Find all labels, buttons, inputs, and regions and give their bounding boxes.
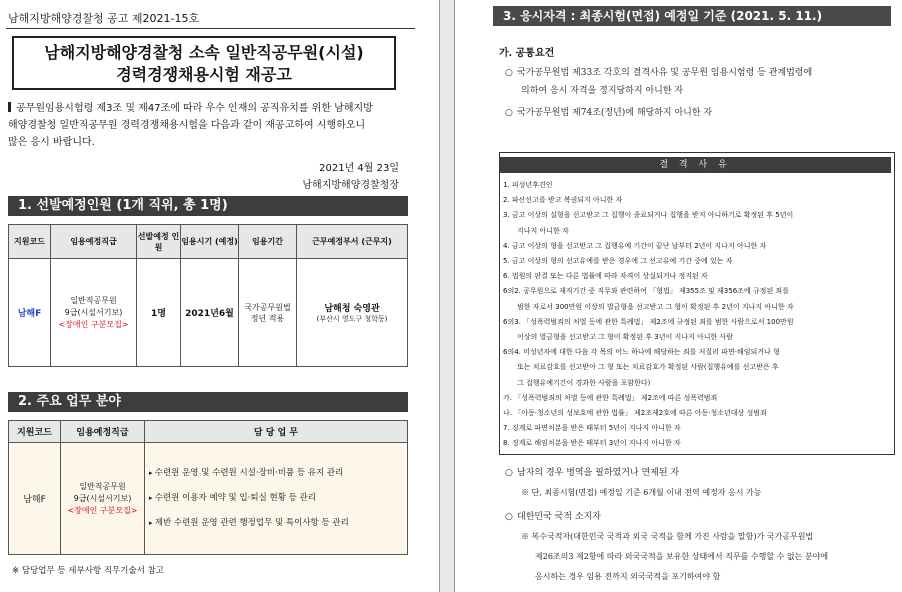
list-item: 5. 금고 이상의 형의 선고유예를 받은 경우에 그 선고유예 기간 중에 있는 자 bbox=[503, 257, 733, 266]
grade-cell bbox=[51, 259, 137, 367]
circle-bullet: ○ bbox=[505, 468, 513, 478]
col-header: 임용예정직급 bbox=[61, 421, 145, 443]
section1-title: 1. 선발예정인원 (1개 직위, 총 1명) bbox=[8, 196, 408, 216]
grade-line-2: 9급(시설서기보) bbox=[73, 493, 132, 503]
title-box bbox=[12, 36, 396, 90]
disqualification-list bbox=[503, 178, 887, 452]
timing: 2021년6월 bbox=[181, 259, 239, 367]
req4-note-line-1: ※ 복수국적자(대한민국 국적과 외국 국적을 함께 가진 사람을 말함)가 국가공무원법 bbox=[521, 532, 814, 541]
circle-bullet: ○ bbox=[505, 68, 513, 78]
col-header: 담 당 업 무 bbox=[145, 421, 408, 443]
list-item: 나. 「아동·청소년의 성보호에 관한 법률」 제2조제2호에 따른 아동·청소년대상 성범죄 bbox=[503, 409, 767, 418]
section3-title: 3. 응시자격 : 최종시험(면접) 예정일 기준 (2021. 5. 11.) bbox=[493, 6, 891, 26]
list-item: 지나지 아니한 자 bbox=[517, 226, 569, 235]
req3-text: 남자의 경우 병역을 필하였거나 면제된 자 bbox=[517, 468, 680, 478]
table-row bbox=[9, 259, 408, 367]
requirement-4 bbox=[505, 508, 601, 526]
intro-line-2: 해양경찰청 일반직공무원 경력경쟁채용시험을 다음과 같이 재공고하여 시행하오니 bbox=[8, 120, 366, 131]
req2-text: 국가공무원법 제74조(정년)에 해당하지 아니한 자 bbox=[517, 108, 713, 118]
header-rule bbox=[6, 28, 415, 29]
list-item: 6의4. 미성년자에 대한 다음 각 목의 어느 하나에 해당하는 죄를 저질러 파면·해임되거나 형 bbox=[503, 348, 780, 357]
applicant-code: 남해F bbox=[9, 259, 51, 367]
col-header: 지원코드 bbox=[9, 421, 61, 443]
list-item: ▸ 수련원 운영 및 수련원 시설·장비·비품 등 유지 관리 bbox=[149, 461, 407, 486]
left-page bbox=[0, 0, 440, 592]
grade-note: <장애인 구분모집> bbox=[58, 319, 129, 329]
list-item: ▸ 수련원 이용자 예약 및 입·퇴실 현황 등 관리 bbox=[149, 486, 407, 511]
col-header: 임용예정직급 bbox=[51, 225, 137, 259]
grade-cell bbox=[61, 443, 145, 555]
intro-line-1: 공무원임용시험령 제3조 및 제47조에 따라 우수 인재의 공직유치를 위한 남해지방 bbox=[16, 103, 373, 114]
req4-note-line-3: 응시하는 경우 임용 전까지 외국국적을 포기하여야 함 bbox=[535, 572, 721, 581]
date-block bbox=[302, 160, 399, 194]
duty-list bbox=[145, 461, 407, 536]
col-header: 임용시기 (예정) bbox=[181, 225, 239, 259]
section2-title: 2. 주요 업무 분야 bbox=[8, 392, 408, 412]
req3-note: ※ 단, 최종시험(면접) 예정일 기준 6개월 이내 전역 예정자 응시 가능 bbox=[521, 488, 762, 497]
col-header: 지원코드 bbox=[9, 225, 51, 259]
list-item: 2. 파산선고를 받고 복권되지 아니한 자 bbox=[503, 196, 623, 205]
period-line-2: 정년 적용 bbox=[250, 313, 285, 323]
list-item: 이상의 벌금형을 선고받고 그 형이 확정된 후 3년이 지나지 아니한 사람 bbox=[517, 333, 734, 342]
req1-line-1: 국가공무원법 제33조 각호의 결격사유 및 공무원 임용시험령 등 관계법령에 bbox=[517, 68, 813, 78]
footnote: ※ 담당업무 등 세부사항 직무기술서 참고 bbox=[12, 566, 165, 576]
col-header: 근무예정부서 (근무지) bbox=[297, 225, 408, 259]
list-item: 그 집행유예기간이 경과한 사람을 포함한다) bbox=[517, 378, 651, 387]
table-row bbox=[9, 443, 408, 555]
list-item: 또는 치료감호를 선고받아 그 형 또는 치료감호가 확정된 사람(집행유예를 선고받은 후 bbox=[517, 363, 779, 372]
intro-line-3: 많은 응시 바랍니다. bbox=[8, 137, 95, 148]
col-header: 선발예정 인원 bbox=[137, 225, 181, 259]
list-item: 가. 「성폭력범죄의 처벌 등에 관한 특례법」 제2조에 따른 성폭력범죄 bbox=[503, 393, 718, 402]
circle-bullet: ○ bbox=[505, 108, 513, 118]
circle-bullet: ○ bbox=[505, 512, 513, 522]
grade-line-2: 9급(시설서기보) bbox=[64, 307, 123, 317]
list-item: 7. 징계로 파면처분을 받은 때부터 5년이 지나지 아니한 자 bbox=[503, 424, 681, 433]
notice-date: 2021년 4월 23일 bbox=[319, 163, 399, 174]
list-item: 6. 법원의 판결 또는 다른 법률에 따라 자격이 상실되거나 정지된 자 bbox=[503, 272, 708, 281]
grade-line-1: 일반직공무원 bbox=[79, 481, 126, 491]
subhead-common: 가. 공통요건 bbox=[499, 48, 555, 59]
applicant-code: 남해F bbox=[9, 443, 61, 555]
req1-line-2: 의하여 응시 자격을 정지당하지 아니한 자 bbox=[521, 86, 684, 96]
period-line-1: 국가공무원법 bbox=[244, 302, 291, 312]
disqualification-title: 결 격 사 유 bbox=[499, 157, 891, 173]
requirement-3 bbox=[505, 464, 679, 482]
duties-cell bbox=[145, 443, 408, 555]
requirement-1 bbox=[505, 64, 812, 82]
list-item: 4. 금고 이상의 형을 선고받고 그 집행유예 기간이 끝난 날부터 2년이 지나지 아니한 자 bbox=[503, 241, 767, 250]
req4-note-line-2: 제26조의3 제2항에 따라 외국국적을 보유한 상태에서 직무를 수행할 수 없는 분야에 bbox=[535, 552, 829, 561]
right-page bbox=[454, 0, 902, 592]
bullet-bar bbox=[8, 102, 11, 112]
list-item: 1. 피성년후견인 bbox=[503, 181, 553, 189]
duty-table bbox=[8, 420, 408, 555]
dept-line-2: (부산시 영도구 청학동) bbox=[316, 315, 388, 323]
grade-line-1: 일반직공무원 bbox=[70, 295, 117, 305]
title-line-1: 남해지방해양경찰청 소속 일반직공무원(시설) bbox=[44, 43, 364, 62]
col-header: 임용기간 bbox=[239, 225, 297, 259]
list-item: 3. 금고 이상의 실형을 선고받고 그 집행이 종료되거나 집행을 받지 아니하기로 확정된 후 5년이 bbox=[503, 211, 794, 220]
headcount: 1명 bbox=[137, 259, 181, 367]
table-header-row bbox=[9, 225, 408, 259]
list-item: 6의3. 「성폭력범죄의 처벌 등에 관한 특례법」 제2조에 규정된 죄를 범한 사람으로서 100만원 bbox=[503, 317, 794, 326]
issuer: 남해지방해양경찰청장 bbox=[302, 180, 399, 191]
dept-line-1: 남해청 숙영관 bbox=[324, 304, 380, 314]
grade-note: <장애인 구분모집> bbox=[67, 505, 138, 515]
notice-number: 남해지방해양경찰청 공고 제2021-15호 bbox=[8, 12, 200, 25]
table-header-row bbox=[9, 421, 408, 443]
req4-text: 대한민국 국적 소지자 bbox=[517, 512, 601, 522]
selection-table bbox=[8, 224, 408, 367]
list-item: 8. 징계로 해임처분을 받은 때부터 3년이 지나지 아니한 자 bbox=[503, 439, 681, 448]
title-line-2: 경력경쟁채용시험 재공고 bbox=[116, 65, 292, 84]
intro-paragraph bbox=[8, 100, 404, 151]
dept-cell bbox=[297, 259, 408, 367]
list-item: 6의2. 공무원으로 재직기간 중 직무와 관련하여 「형법」 제355조 및 제356조에 규정된 죄를 bbox=[503, 287, 789, 296]
requirement-2 bbox=[505, 104, 712, 122]
list-item: 범한 자로서 300만원 이상의 벌금형을 선고받고 그 형이 확정된 후 2년이 지나지 아니한 자 bbox=[517, 302, 794, 311]
list-item: ▸ 제반 수련원 운영 관련 행정업무 및 특이사항 등 관리 bbox=[149, 511, 407, 536]
period-cell bbox=[239, 259, 297, 367]
